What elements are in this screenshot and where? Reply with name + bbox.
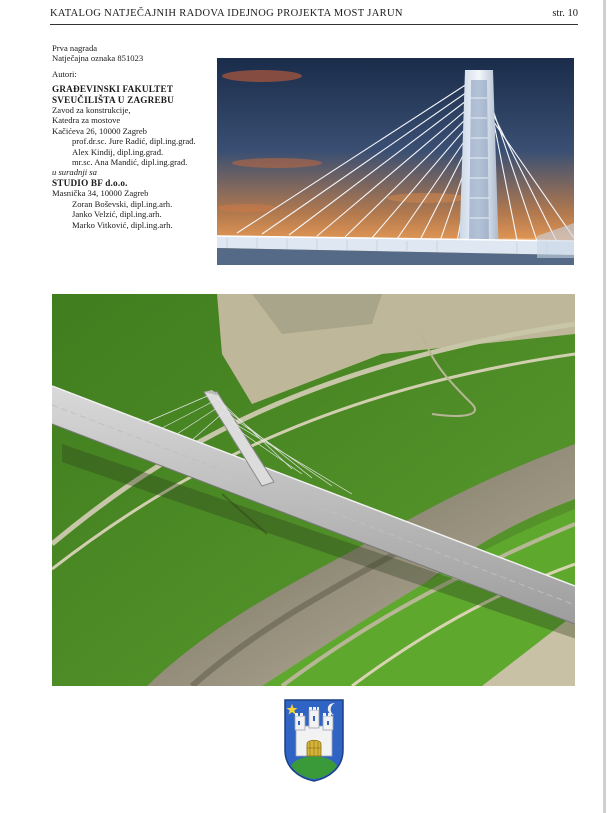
faculty-name-line1: GRAĐEVINSKI FAKULTET: [52, 84, 174, 95]
department-name: Katedra za mostove: [52, 115, 121, 126]
award-label: Prva nagrada: [52, 43, 98, 53]
zagreb-coat-of-arms-emblem: [283, 698, 345, 782]
bridge-render-aerial-image: [52, 294, 575, 686]
running-header: [50, 8, 578, 25]
author-name: Janko Velzić, dipl.ing.arh.: [72, 209, 162, 220]
author-name: Zoran Boševski, dipl.ing.arh.: [72, 198, 173, 209]
faculty-name-line2: SVEUČILIŠTA U ZAGREBU: [52, 94, 174, 105]
catalog-title: KATALOG NATJEČAJNIH RADOVA IDEJNOG PROJEKTA MOST JARUN: [50, 8, 403, 19]
author-name: Alex Kindij, dipl.ing.građ.: [72, 146, 164, 157]
page-number: str. 10: [552, 8, 578, 19]
authors-label: Autori:: [52, 68, 77, 79]
entry-credits: [52, 43, 217, 230]
competition-code: Natječajna oznaka 851023: [52, 53, 144, 64]
bridge-render-dusk-image: [217, 58, 574, 265]
author-name: mr.sc. Ana Mandić, dipl.ing.građ.: [72, 157, 188, 168]
studio-address: Masnička 34, 10000 Zagreb: [52, 188, 149, 199]
institute-name: Zavod za konstrukcije,: [52, 105, 131, 116]
author-name: prof.dr.sc. Jure Radić, dipl.ing.građ.: [72, 136, 196, 147]
collaboration-label: u suradnji sa: [52, 167, 97, 178]
author-name: Marko Vitković, dipl.ing.arh.: [72, 219, 173, 230]
faculty-address: Kačićeva 26, 10000 Zagreb: [52, 125, 147, 136]
studio-name: STUDIO BF d.o.o.: [52, 177, 128, 188]
